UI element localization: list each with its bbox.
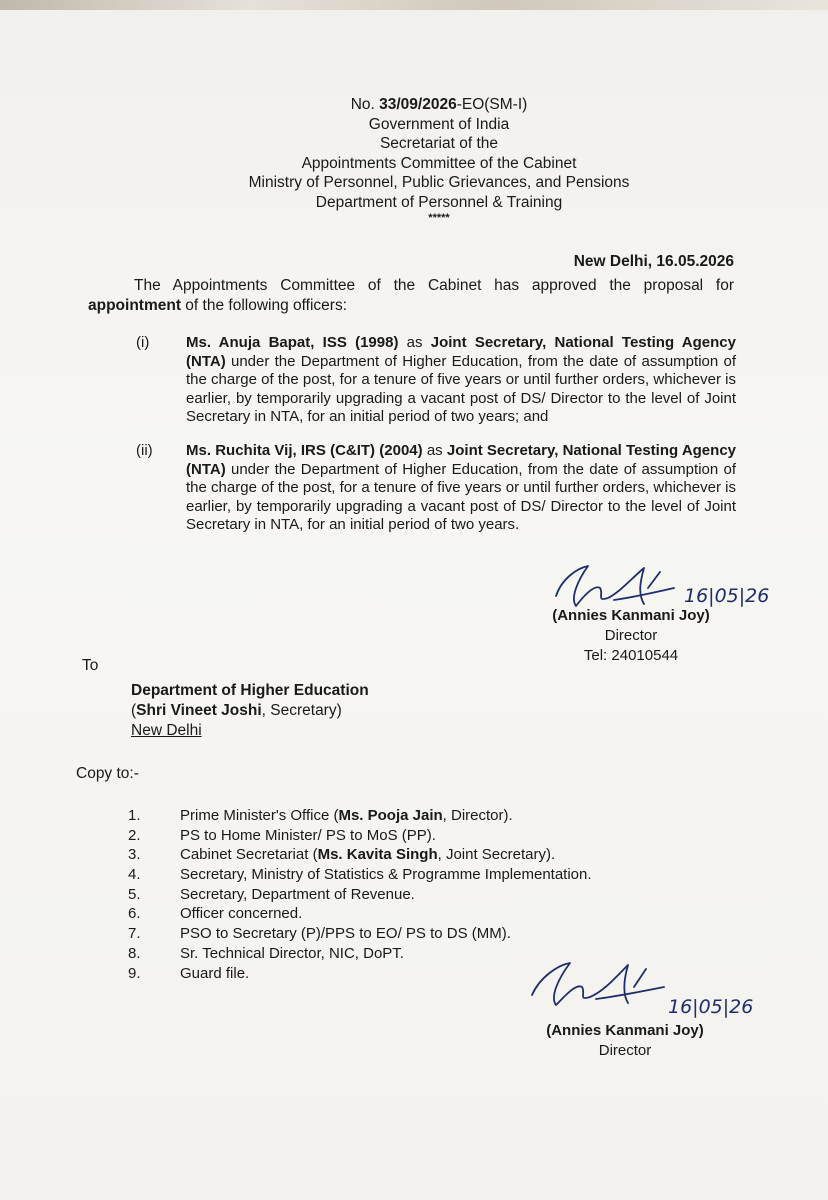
list-text-pre: Prime Minister's Office ( bbox=[180, 807, 339, 824]
recipient-person: Shri Vineet Joshi bbox=[136, 702, 262, 719]
item-number: (ii) bbox=[136, 442, 153, 459]
list-text-pre: Secretary, Ministry of Statistics & Programme Implementation. bbox=[180, 866, 592, 884]
item-rest: under the Department of Higher Education, from the date of assumption of the charge of the post, for a tenure of five years or until further orders, whichever is earlier, by temporarily upgrading a vacant post of DS/ Director to the level of Joint Secretary in NTA, for an initial period of two years. bbox=[186, 460, 736, 533]
ref-prefix: No. bbox=[350, 96, 380, 113]
intro-rest: of the following officers: bbox=[181, 297, 347, 314]
list-text-post: , Director). bbox=[442, 807, 513, 824]
item-rest: under the Department of Higher Education, from the date of assumption of the charge of the post, for a tenure of five years or until further orders, whichever is earlier, by temporarily upgrading a vacant post of DS/ Director to the level of Joint Secretary in NTA, for an initial period of two years; and bbox=[186, 352, 736, 425]
list-number: 5. bbox=[128, 885, 141, 903]
list-text-pre: Sr. Technical Director, NIC, DoPT. bbox=[180, 944, 404, 962]
recipient-role: , Secretary) bbox=[261, 702, 342, 719]
post-title: Joint Secretary, National Testing Agency (NTA) bbox=[186, 442, 737, 478]
list-text-pre: Cabinet Secretariat ( bbox=[180, 846, 318, 864]
appointment-item bbox=[136, 334, 736, 427]
list-text bbox=[180, 826, 436, 846]
paper-edge bbox=[0, 0, 828, 10]
item-text bbox=[186, 334, 736, 427]
letter-header bbox=[0, 95, 828, 224]
list-text bbox=[180, 845, 555, 865]
ref-number: 33/09/2026 bbox=[379, 96, 457, 113]
list-text bbox=[180, 904, 302, 924]
list-number: 6. bbox=[128, 905, 141, 923]
list-text-pre: Guard file. bbox=[180, 964, 250, 982]
signatory-name: (Annies Kanmani Joy) bbox=[546, 1022, 704, 1039]
list-text bbox=[180, 806, 513, 826]
header-line-2: Secretariat of the bbox=[379, 135, 499, 152]
signatory-designation: Director bbox=[604, 627, 658, 644]
signatory-designation: Director bbox=[598, 1042, 652, 1059]
list-text-pre: PSO to Secretary (P)/PPS to EO/ PS to DS (MM). bbox=[180, 925, 511, 943]
list-number: 7. bbox=[128, 925, 141, 943]
list-text bbox=[180, 944, 404, 964]
copy-to-label: Copy to:- bbox=[76, 765, 139, 782]
recipient-open: ( bbox=[131, 702, 137, 719]
list-text-pre: Officer concerned. bbox=[180, 905, 303, 923]
header-line-3: Appointments Committee of the Cabinet bbox=[301, 154, 577, 172]
list-text-post: , Joint Secretary). bbox=[437, 846, 556, 864]
intro-line-2 bbox=[88, 296, 734, 316]
list-text-pre: PS to Home Minister/ PS to MoS (PP). bbox=[180, 826, 436, 844]
recipient-person-line bbox=[131, 701, 369, 721]
list-text bbox=[180, 885, 415, 905]
list-number: 9. bbox=[128, 964, 141, 982]
intro-bold: appointment bbox=[88, 297, 181, 314]
list-text bbox=[180, 865, 592, 885]
intro-paragraph bbox=[88, 276, 734, 316]
list-number: 2. bbox=[128, 826, 141, 844]
handwritten-date: 16|05|26 bbox=[684, 585, 770, 607]
header-line-4: Ministry of Personnel, Public Grievances, and Pensions bbox=[248, 174, 630, 191]
signatory-name: (Annies Kanmani Joy) bbox=[552, 607, 710, 624]
list-text-bold: Ms. Kavita Singh bbox=[317, 846, 438, 864]
post-title: Joint Secretary, National Testing Agency (NTA) bbox=[186, 334, 736, 370]
signature-block bbox=[536, 606, 726, 666]
list-number: 4. bbox=[128, 866, 141, 884]
list-text-bold: Ms. Pooja Jain bbox=[338, 807, 443, 824]
recipient-dept: Department of Higher Education bbox=[131, 682, 369, 699]
intro-line-1: The Appointments Committee of the Cabinet has approved the proposal for bbox=[134, 277, 734, 294]
list-text-pre: Secretary, Department of Revenue. bbox=[180, 885, 415, 903]
letter-date: New Delhi, 16.05.2026 bbox=[573, 253, 734, 270]
list-number: 8. bbox=[128, 944, 141, 962]
reference-number bbox=[0, 95, 828, 115]
list-number: 1. bbox=[128, 807, 141, 824]
header-stars: ***** bbox=[428, 212, 450, 224]
item-mid: as bbox=[398, 334, 431, 351]
ref-suffix: -EO(SM-I) bbox=[456, 96, 528, 113]
to-label: To bbox=[82, 657, 99, 674]
recipient-city: New Delhi bbox=[131, 722, 202, 739]
header-line-5: Department of Personnel & Training bbox=[315, 193, 563, 211]
handwritten-date: 16|05|26 bbox=[668, 996, 754, 1018]
header-line-1: Government of India bbox=[368, 115, 510, 133]
list-text bbox=[180, 964, 249, 984]
appointment-item bbox=[136, 442, 736, 535]
list-text bbox=[180, 924, 511, 944]
item-mid: as bbox=[422, 442, 447, 459]
officer-name: Ms. Anuja Bapat, ISS (1998) bbox=[186, 334, 399, 351]
recipient-block bbox=[131, 681, 369, 741]
handwritten-signature bbox=[526, 955, 676, 1017]
item-number: (i) bbox=[136, 334, 150, 351]
officer-name: Ms. Ruchita Vij, IRS (C&IT) (2004) bbox=[186, 442, 423, 459]
item-text bbox=[186, 442, 736, 535]
signature-block bbox=[530, 1021, 720, 1061]
list-number: 3. bbox=[128, 846, 141, 864]
signatory-tel: Tel: 24010544 bbox=[583, 647, 679, 664]
